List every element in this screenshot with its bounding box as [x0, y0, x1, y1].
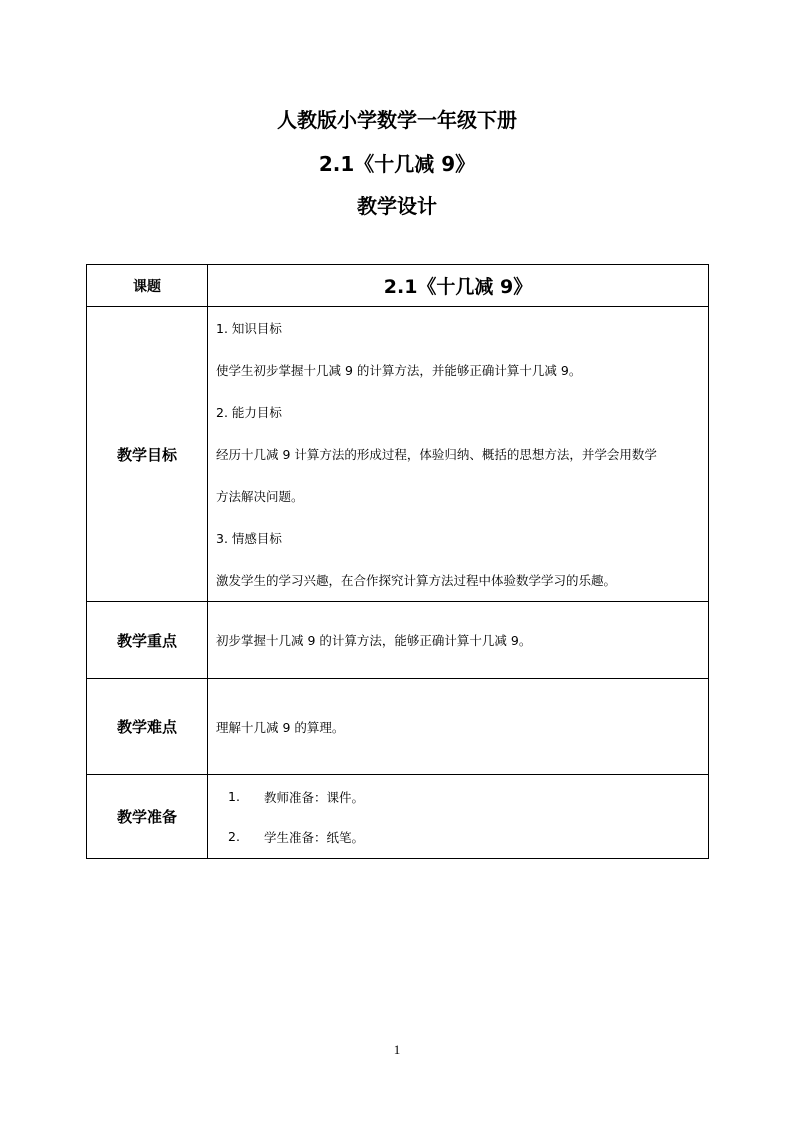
document-title: 人教版小学数学一年级下册	[277, 108, 517, 132]
key-points-label: 教学重点	[87, 602, 208, 679]
list-item	[208, 817, 704, 857]
goal-line: 方法解决问题。	[216, 488, 304, 504]
topic-label: 课题	[87, 265, 208, 307]
list-item-text: 教师准备：课件。	[264, 789, 365, 805]
list-item-number: 1.	[228, 789, 240, 804]
table-row-goals	[87, 307, 709, 602]
table-row-topic	[87, 265, 709, 307]
goal-line: 使学生初步掌握十几减 9 的计算方法，并能够正确计算十几减 9。	[216, 362, 582, 378]
list-item-text: 学生准备：纸笔。	[264, 829, 365, 845]
list-item-number: 2.	[228, 829, 240, 844]
page-number: 1	[393, 1042, 401, 1057]
goal-line: 2. 能力目标	[216, 404, 282, 420]
goal-line: 经历十几减 9 计算方法的形成过程，体验归纳、概括的思想方法，并学会用数学	[216, 446, 657, 462]
goals-label: 教学目标	[87, 307, 208, 602]
document-subtitle: 教学设计	[357, 194, 437, 218]
goal-line: 激发学生的学习兴趣，在合作探究计算方法过程中体验数学学习的乐趣。	[216, 572, 617, 588]
preparation-content	[208, 775, 709, 859]
goals-content	[208, 307, 709, 602]
goal-line: 3. 情感目标	[216, 530, 282, 546]
goal-line: 1. 知识目标	[216, 320, 282, 336]
table-row-preparation	[87, 775, 709, 859]
lesson-plan-table	[86, 264, 709, 859]
difficulties-label: 教学难点	[87, 679, 208, 775]
difficulties-value: 理解十几减 9 的算理。	[208, 679, 709, 775]
list-item	[208, 777, 704, 817]
table-row-difficulties	[87, 679, 709, 775]
table-row-key-points	[87, 602, 709, 679]
preparation-label: 教学准备	[87, 775, 208, 859]
topic-value: 2.1《十几减 9》	[208, 265, 709, 307]
lesson-title: 2.1《十几减 9》	[318, 152, 476, 176]
key-points-value: 初步掌握十几减 9 的计算方法，能够正确计算十几减 9。	[208, 602, 709, 679]
